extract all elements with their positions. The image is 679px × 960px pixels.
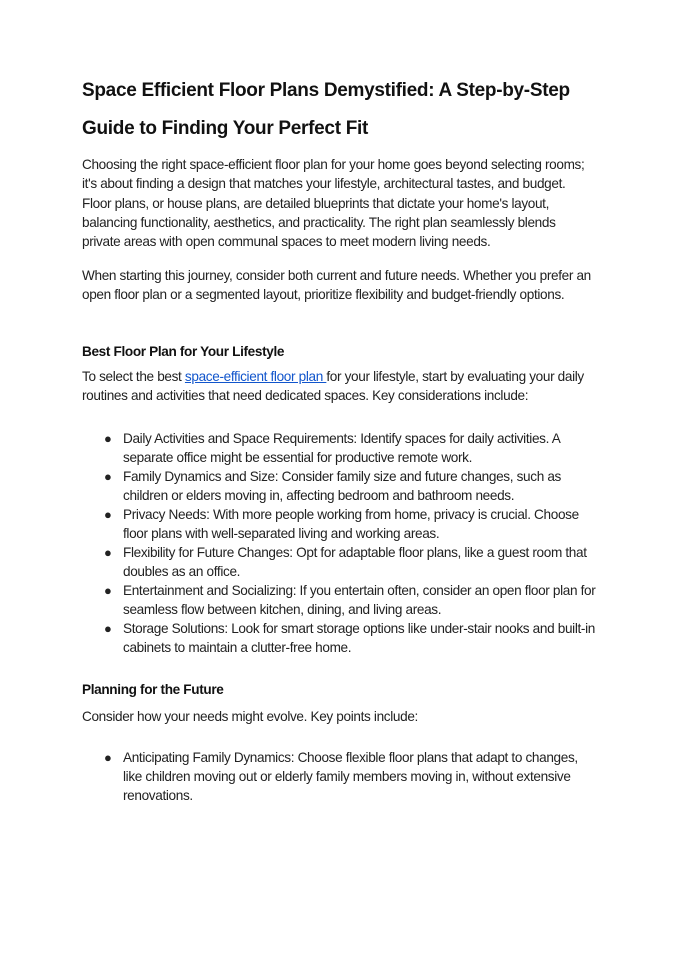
list-item-text: Anticipating Family Dynamics: Choose flexible floor plans that adapt to changes, like children moving out or elderly family members moving in, without extensive renovations.: [123, 750, 578, 803]
list-item-text: Flexibility for Future Changes: Opt for adaptable floor plans, like a guest room that doubles as an office.: [123, 545, 587, 579]
list-item: [82, 543, 597, 581]
list-item-text: Privacy Needs: With more people working from home, privacy is crucial. Choose floor plans with well-separated living and working areas.: [123, 507, 579, 541]
list-item: [82, 505, 597, 543]
section-heading-future: Planning for the Future: [82, 682, 224, 697]
list-item-text: Storage Solutions: Look for smart storage options like under-stair nooks and built-in cabinets to maintain a clutter-free home.: [123, 621, 595, 655]
section-heading-lifestyle: Best Floor Plan for Your Lifestyle: [82, 344, 285, 359]
bullet-icon: ●: [104, 545, 112, 560]
lifestyle-considerations-list: [82, 429, 597, 657]
bullet-icon: ●: [104, 469, 112, 484]
list-item: [82, 467, 597, 505]
lifestyle-intro-paragraph: [82, 367, 597, 406]
bullet-icon: ●: [104, 507, 112, 522]
bullet-icon: ●: [104, 583, 112, 598]
bullet-icon: ●: [104, 750, 112, 765]
list-item-text: Entertainment and Socializing: If you entertain often, consider an open floor plan for seamless flow between kitchen, dining, and living areas.: [123, 583, 596, 617]
bullet-icon: ●: [104, 431, 112, 446]
bullet-icon: ●: [104, 621, 112, 636]
list-item: [82, 429, 597, 467]
future-intro-paragraph: Consider how your needs might evolve. Key points include:: [82, 709, 418, 724]
list-item-text: Daily Activities and Space Requirements: Identify spaces for daily activities. A separate office might be essential for productive remote work.: [123, 431, 560, 465]
lifestyle-intro-text-continued: for your lifestyle, start by evaluating your daily routines and activities that need dedicated spaces. Key considerations include:: [82, 369, 584, 404]
list-item: [82, 748, 597, 805]
list-item-text: Family Dynamics and Size: Consider family size and future changes, such as children or elders moving in, affecting bedroom and bathroom needs.: [123, 469, 562, 503]
second-paragraph: When starting this journey, consider both current and future needs. Whether you prefer an open floor plan or a segmented layout, prioritize flexibility and budget-friendly options.: [82, 268, 591, 303]
intro-paragraph: Choosing the right space-efficient floor plan for your home goes beyond selecting rooms; it's about finding a design that matches your lifestyle, architectural tastes, and budget. Floor plans, or house plans, are detailed blueprints that dictate your home's layout, balancing functionality, aesthetics, and practicality. The right plan seamlessly blends private areas with open communal spaces to meet modern living needs.: [82, 157, 585, 250]
lifestyle-intro-text: To select the best: [82, 369, 185, 384]
space-efficient-floor-plan-link[interactable]: space-efficient floor plan: [184, 369, 327, 384]
page-title: Space Efficient Floor Plans Demystified: A Step-by-Step Guide to Finding Your Perfect Fit: [82, 80, 570, 139]
future-considerations-list: [82, 748, 597, 805]
list-item: [82, 581, 597, 619]
list-item: [82, 619, 597, 657]
